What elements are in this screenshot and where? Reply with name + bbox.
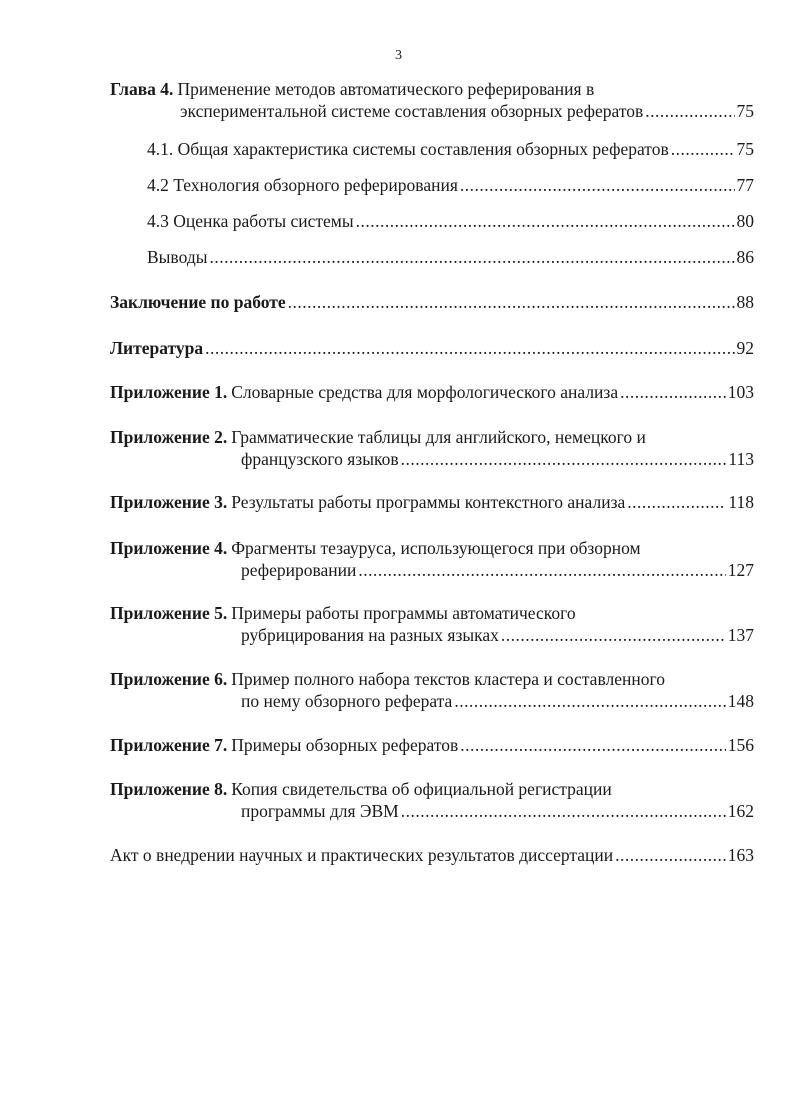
toc-entry-appendix-2 [110,426,754,470]
toc-page-ref: 92 [736,338,754,358]
toc-entry-title: Выводы [147,247,208,267]
toc-entry-lead: Приложение 2. [110,427,228,447]
leader-dots [627,491,726,513]
toc-entry-title: Копия свидетельства об официальной регистрации [231,779,612,799]
toc-entry-appendix-3 [110,491,754,513]
toc-page-ref: 137 [727,625,754,645]
toc-entry-lead: Приложение 8. [110,779,228,799]
toc-page-ref: 148 [727,691,754,711]
toc-entry-title: Пример полного набора текстов кластера и составленного [231,669,665,689]
toc-entry-title: Грамматические таблицы для английского, немецкого и [231,427,646,447]
toc-entry-lead: Приложение 6. [110,669,228,689]
toc-page-ref: 86 [736,247,754,267]
toc-page-ref: 156 [727,735,754,755]
leader-dots [358,559,725,581]
leader-dots [501,624,726,646]
toc-entry-appendix-8 [110,778,754,822]
toc-entry-lead: Приложение 7. [110,735,228,755]
leader-dots [209,246,734,268]
toc-entry-title: Акт о внедрении научных и практических результатов диссертации [110,845,614,865]
toc-entry-lead: Глава 4. [110,79,174,99]
toc-entry-title: 4.1. Общая характеристика системы составления обзорных рефератов [147,139,669,159]
toc-page-ref: 75 [736,101,754,121]
toc-entry-title-continued: французского языков [241,449,399,469]
leader-dots [454,690,725,712]
toc-entry-title: Примеры работы программы автоматического [231,603,576,623]
toc-entry-title-continued: программы для ЭВМ [241,801,399,821]
toc-entry-literature [110,337,754,359]
toc-entry-title: 4.3 Оценка работы системы [147,211,354,231]
toc-entry-title-continued: рубрицирования на разных языках [241,625,499,645]
toc-entry-section-4-3 [147,210,754,232]
toc-entry-title: Заключение по работе [110,292,286,312]
toc-entry-title: Словарные средства для морфологического анализа [231,382,619,402]
toc-page-ref: 80 [736,211,754,231]
toc-entry-lead: Приложение 3. [110,492,228,512]
toc-entry-appendix-4 [110,537,754,581]
toc-entry-summary [110,291,754,313]
toc-page-ref: 88 [736,292,754,312]
toc-entry-chapter-4 [110,78,754,122]
toc-page-ref: 103 [727,382,754,402]
toc-entry-title: 4.2 Технология обзорного реферирования [147,175,458,195]
leader-dots [615,844,726,866]
leader-dots [205,337,734,359]
toc-entry-title-continued: реферировании [241,560,357,580]
toc-entry-title: Применение методов автоматического реферирования в [177,79,595,99]
toc-entry-section-4-2 [147,174,754,196]
toc-entry-appendix-1 [110,381,754,403]
toc-entry-title-continued: по нему обзорного реферата [241,691,453,711]
toc-entry-appendix-5 [110,602,754,646]
leader-dots [401,448,727,470]
toc-page-ref: 163 [727,845,754,865]
toc-page-ref: 113 [728,449,754,469]
page-number: 3 [395,48,402,63]
toc-page-ref: 162 [727,801,754,821]
toc-entry-title-continued: экспериментальной системе составления обзорных рефератов [180,101,644,121]
toc-entry-appendix-7 [110,734,754,756]
leader-dots [671,138,735,160]
toc-entry-title: Фрагменты тезауруса, использующегося при обзорном [231,538,641,558]
leader-dots [288,291,735,313]
toc-entry-lead: Приложение 4. [110,538,228,558]
leader-dots [645,100,734,122]
toc-entry-conclusions [147,246,754,268]
toc-entry-title: Литература [110,338,204,358]
toc-entry-title: Примеры обзорных рефератов [231,735,459,755]
toc-page-ref: 127 [727,560,754,580]
toc-entry-lead: Приложение 1. [110,382,228,402]
toc-entry-title: Результаты работы программы контекстного анализа [231,492,626,512]
leader-dots [401,800,726,822]
leader-dots [460,734,725,756]
toc-page-ref: 77 [736,175,754,195]
toc-page-ref: 118 [728,492,754,512]
toc-entry-appendix-6 [110,668,754,712]
leader-dots [620,381,726,403]
toc-entry-section-4-1 [147,138,754,160]
toc-entry-act [110,844,754,866]
leader-dots [460,174,735,196]
leader-dots [356,210,735,232]
toc-page-ref: 75 [736,139,754,159]
toc-entry-lead: Приложение 5. [110,603,228,623]
